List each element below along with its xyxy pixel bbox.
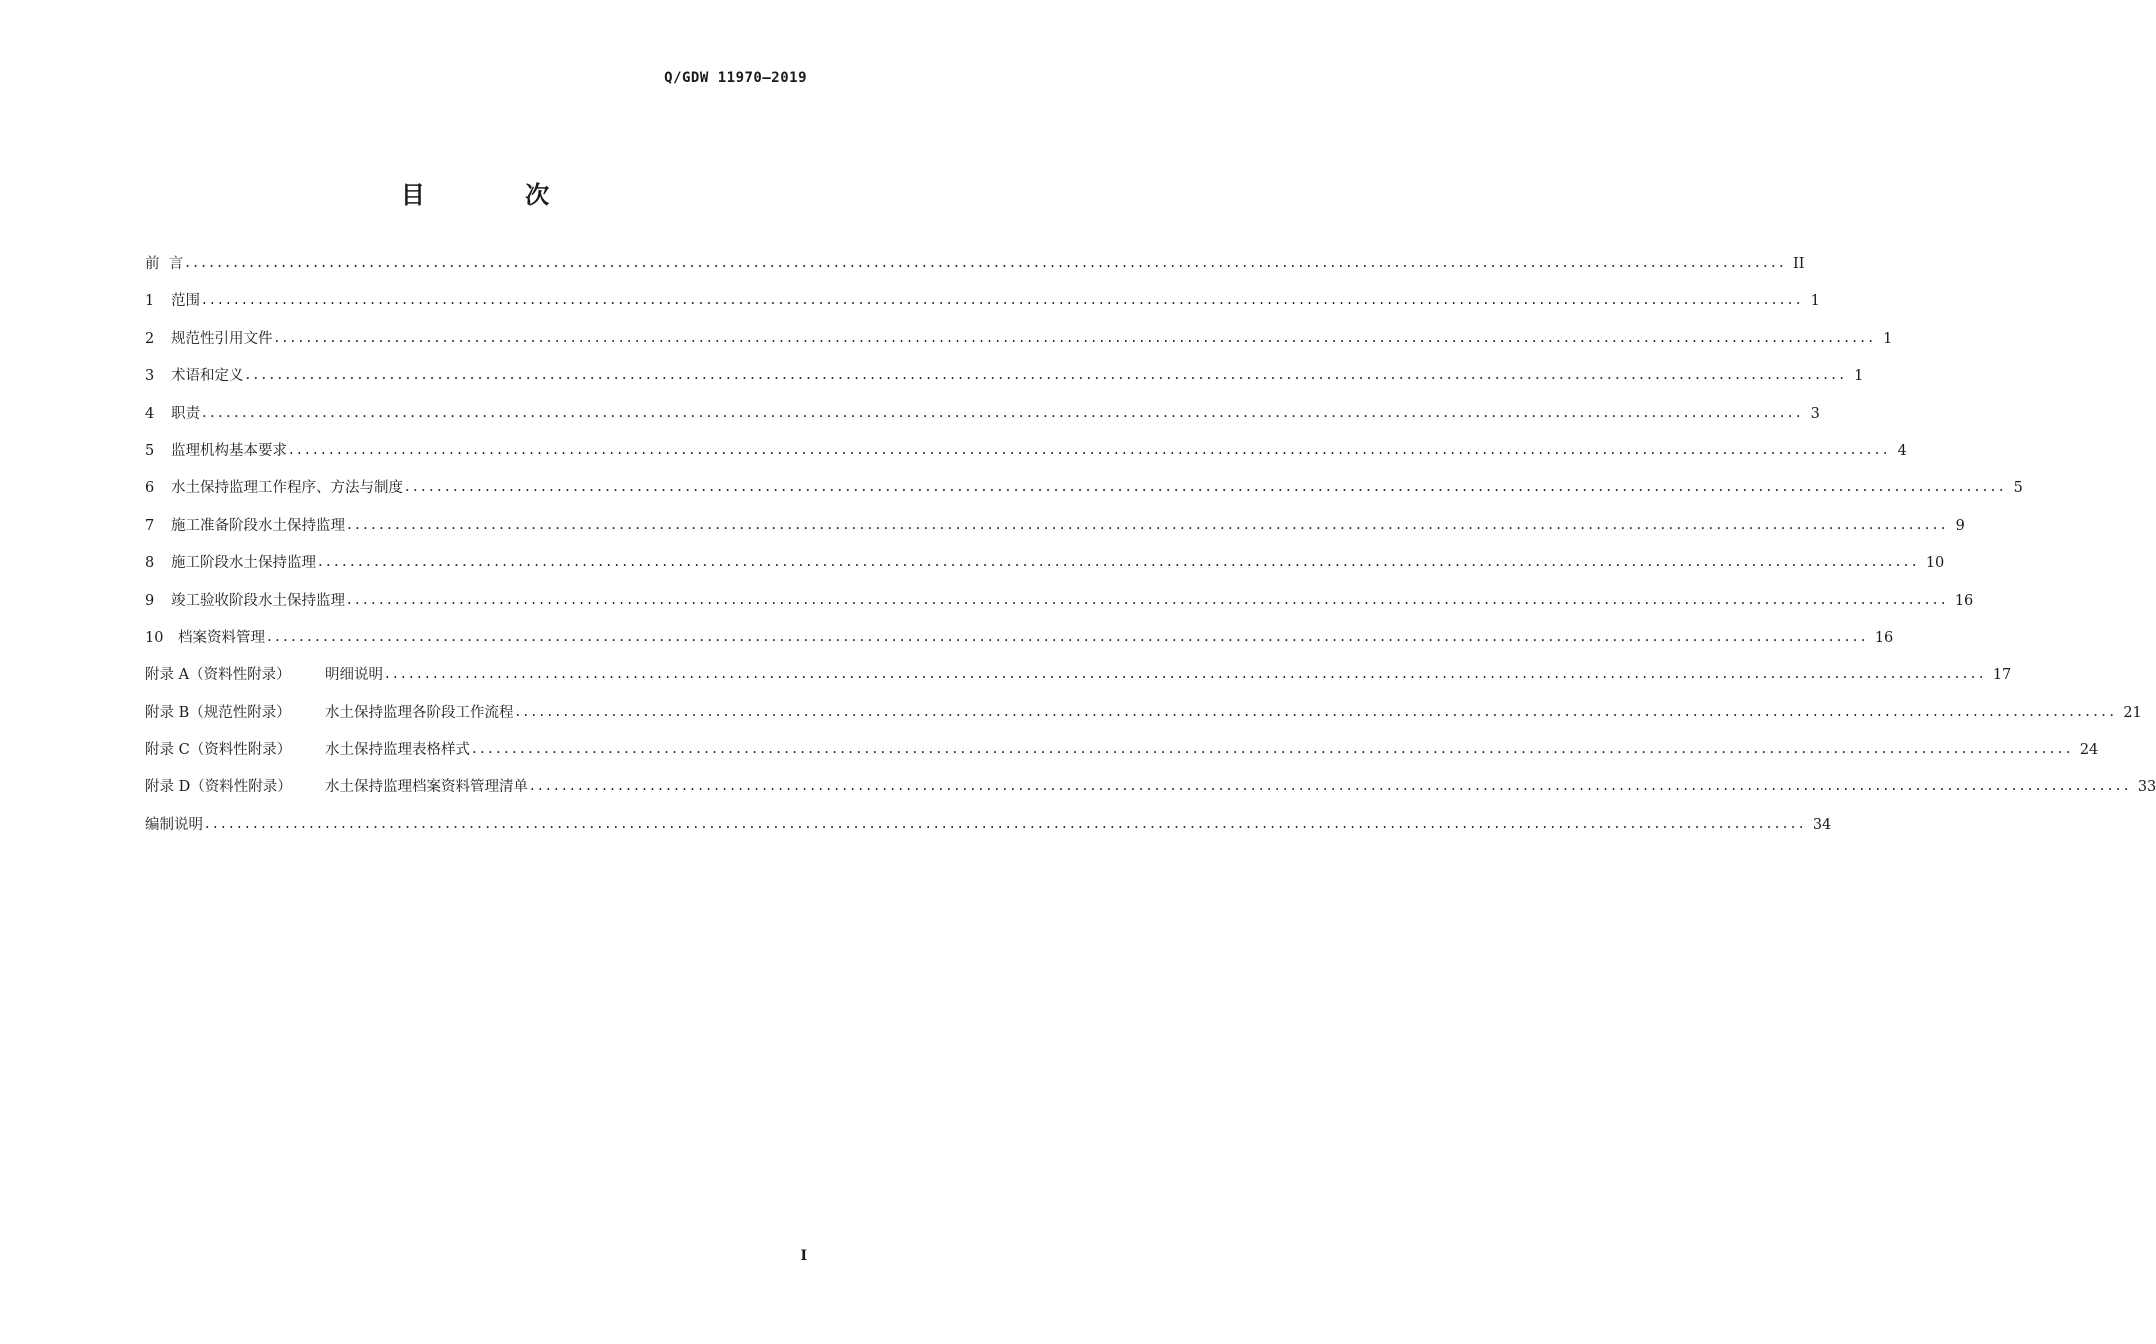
toc-entry[interactable] bbox=[145, 589, 1974, 626]
toc-entry-page: 16 bbox=[1954, 592, 1974, 609]
toc-entry-page: 1 bbox=[1854, 368, 1864, 385]
toc-entry-number: 5 bbox=[145, 442, 155, 459]
toc-leader-dots: ........................................................................................................................................................................................................ bbox=[185, 255, 1788, 271]
toc-entry-number: 8 bbox=[145, 555, 155, 572]
toc-entry-page: II bbox=[1793, 256, 1805, 272]
toc-entry[interactable] bbox=[145, 663, 2012, 700]
toc-leader-dots: ........................................................................................................................................................................................................ bbox=[405, 479, 2007, 496]
toc-entry-title: 职责 bbox=[171, 405, 200, 422]
toc-entry[interactable] bbox=[145, 402, 1820, 439]
toc-entry[interactable] bbox=[145, 476, 2023, 513]
toc-entry-page: 33 bbox=[2137, 779, 2156, 796]
toc-leader-dots: ........................................................................................................................................................................................................ bbox=[347, 516, 1949, 533]
toc-entry[interactable] bbox=[145, 626, 1894, 663]
toc-entry[interactable] bbox=[145, 439, 1907, 476]
toc-entry-page: 5 bbox=[2013, 480, 2023, 497]
toc-entry-number: 4 bbox=[145, 405, 155, 422]
toc-entry-number: 附录 A（资料性附录） bbox=[145, 667, 291, 684]
toc-entry[interactable] bbox=[145, 813, 1832, 850]
toc-entry-page: 1 bbox=[1810, 293, 1820, 310]
toc-entry[interactable] bbox=[145, 289, 1820, 326]
toc-entry-page: 17 bbox=[1992, 667, 2012, 684]
toc-leader-dots: ........................................................................................................................................................................................................ bbox=[267, 628, 1869, 645]
toc-entry-page: 10 bbox=[1925, 555, 1945, 572]
toc-entry-title: 水土保持监理工作程序、方法与制度 bbox=[171, 480, 403, 497]
toc-entry-title: 竣工验收阶段水土保持监理 bbox=[171, 592, 345, 609]
toc-entry-page: 24 bbox=[2079, 742, 2099, 759]
toc-entry-number: 2 bbox=[145, 330, 155, 347]
toc-entry-page: 16 bbox=[1874, 629, 1894, 646]
toc-entry[interactable] bbox=[145, 775, 2156, 812]
toc-entry[interactable] bbox=[145, 551, 1945, 588]
toc-entry-page: 9 bbox=[1955, 517, 1965, 534]
toc-entry-number: 附录 D（资料性附录） bbox=[145, 779, 292, 796]
toc-title: 目 次 bbox=[400, 181, 596, 209]
toc-leader-dots: ........................................................................................................................................................................................................ bbox=[472, 741, 2074, 758]
toc-entry-page: 1 bbox=[1883, 330, 1893, 347]
toc-entry-number: 附录 B（规范性附录） bbox=[145, 704, 291, 721]
toc-entry-title: 水土保持监理表格样式 bbox=[325, 742, 470, 759]
toc-entry[interactable] bbox=[145, 364, 1864, 401]
toc-entry-title: 范围 bbox=[171, 293, 200, 310]
toc-entry[interactable] bbox=[145, 701, 2142, 738]
toc-leader-dots: ........................................................................................................................................................................................................ bbox=[289, 441, 1891, 458]
toc-leader-dots: ........................................................................................................................................................................................................ bbox=[347, 591, 1949, 608]
toc-entry-page: 21 bbox=[2123, 704, 2142, 721]
toc-entry-title: 施工阶段水土保持监理 bbox=[171, 555, 316, 572]
toc-entry-number: 9 bbox=[145, 592, 155, 609]
toc-entry-title: 施工准备阶段水土保持监理 bbox=[171, 517, 345, 534]
toc-entry-title: 档案资料管理 bbox=[178, 629, 265, 646]
toc-entry-number: 3 bbox=[145, 368, 155, 385]
toc-entry-title: 水土保持监理档案资料管理清单 bbox=[325, 779, 528, 796]
toc-entry-page: 4 bbox=[1897, 442, 1907, 459]
toc-entry[interactable] bbox=[145, 514, 1965, 551]
toc-leader-dots: ........................................................................................................................................................................................................ bbox=[245, 367, 1848, 384]
table-of-contents bbox=[145, 252, 2156, 850]
toc-entry[interactable] bbox=[145, 327, 1893, 364]
toc-leader-dots: ........................................................................................................................................................................................................ bbox=[205, 815, 1807, 832]
toc-leader-dots: ........................................................................................................................................................................................................ bbox=[202, 292, 1804, 309]
toc-entry[interactable] bbox=[145, 252, 1805, 289]
toc-entry-title: 规范性引用文件 bbox=[171, 330, 273, 347]
toc-leader-dots: ........................................................................................................................................................................................................ bbox=[515, 703, 2118, 720]
toc-entry-title: 水土保持监理各阶段工作流程 bbox=[325, 704, 514, 721]
toc-entry-number: 7 bbox=[145, 517, 155, 534]
toc-entry-title: 术语和定义 bbox=[171, 368, 244, 385]
toc-entry-number: 6 bbox=[145, 480, 155, 497]
toc-entry-page: 3 bbox=[1810, 405, 1820, 422]
toc-leader-dots: ........................................................................................................................................................................................................ bbox=[318, 554, 1920, 571]
toc-leader-dots: ........................................................................................................................................................................................................ bbox=[385, 666, 1987, 683]
toc-entry-number: 附录 C（资料性附录） bbox=[145, 742, 292, 759]
toc-entry-title: 监理机构基本要求 bbox=[171, 442, 287, 459]
toc-entry-number: 10 bbox=[145, 629, 164, 646]
toc-entry-title: 编制说明 bbox=[145, 816, 203, 833]
toc-entry-title: 前 言 bbox=[145, 256, 184, 272]
toc-leader-dots: ........................................................................................................................................................................................................ bbox=[202, 404, 1804, 421]
document-code: Q/GDW 11970—2019 bbox=[664, 70, 807, 86]
toc-leader-dots: ........................................................................................................................................................................................................ bbox=[274, 329, 1877, 346]
page-number: I bbox=[800, 1248, 807, 1264]
toc-entry[interactable] bbox=[145, 738, 2099, 775]
toc-leader-dots: ........................................................................................................................................................................................................ bbox=[530, 778, 2132, 795]
toc-entry-title: 明细说明 bbox=[325, 667, 383, 684]
toc-entry-number: 1 bbox=[145, 293, 155, 310]
toc-entry-page: 34 bbox=[1812, 816, 1832, 833]
